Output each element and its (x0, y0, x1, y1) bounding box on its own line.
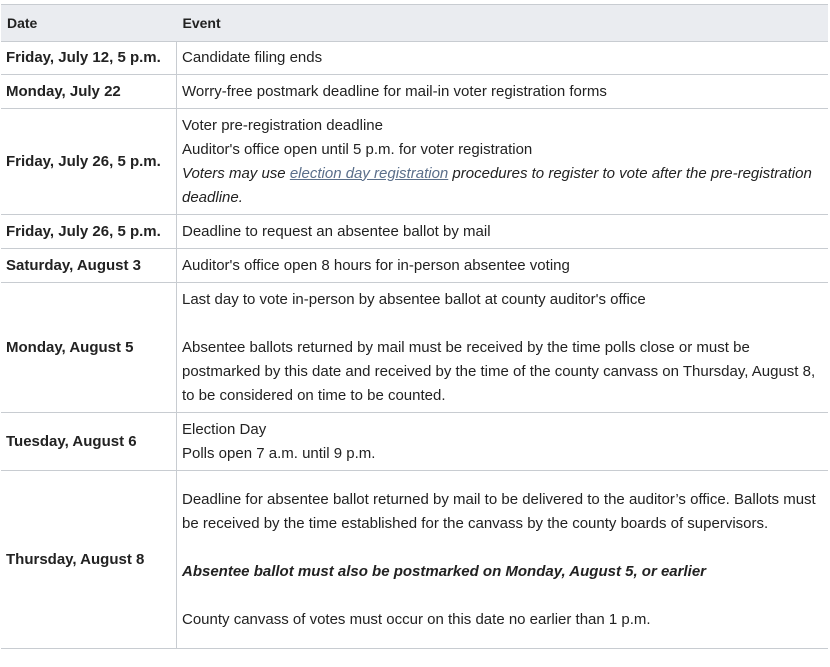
row-date: Friday, July 26, 5 p.m. (1, 109, 177, 215)
table-header-row (1, 5, 828, 42)
row-event (177, 413, 829, 471)
row-event: Auditor's office open 8 hours for in-person absentee voting (177, 249, 829, 283)
event-line: County canvass of votes must occur on this date no earlier than 1 p.m. (182, 610, 651, 628)
row-event (177, 471, 829, 649)
spacer (182, 312, 823, 336)
election-day-registration-link[interactable]: election day registration (289, 164, 449, 182)
row-event (177, 283, 829, 413)
registration-note (182, 165, 812, 206)
spacer (182, 584, 823, 608)
row-date: Monday, July 22 (1, 75, 177, 109)
column-header-event: Event (177, 5, 829, 42)
table-row (1, 75, 828, 109)
row-event: Deadline to request an absentee ballot by mail (177, 215, 829, 249)
row-date: Monday, August 5 (1, 283, 177, 413)
event-line: Election Day (182, 420, 267, 438)
note-text: procedures to register to vote after the pre-registration deadline. (182, 164, 812, 206)
election-dates-table (1, 4, 828, 649)
event-line: Absentee ballots returned by mail must be received by the time polls close or must be postmarked by this date and received by the time of the county canvass on Thursday, August 8, to be considered on time to be counted. (182, 338, 816, 404)
row-date: Thursday, August 8 (1, 471, 177, 649)
row-event: Candidate filing ends (177, 42, 829, 75)
table-row (1, 413, 828, 471)
row-date: Friday, July 26, 5 p.m. (1, 215, 177, 249)
row-event: Worry-free postmark deadline for mail-in voter registration forms (177, 75, 829, 109)
row-event (177, 109, 829, 215)
table-row (1, 471, 828, 649)
table-row (1, 249, 828, 283)
event-line: Deadline for absentee ballot returned by mail to be delivered to the auditor’s office. Ballots must be received by the time established for the canvass by the county boards of supervisors. (182, 490, 816, 532)
postmark-emphasis: Absentee ballot must also be postmarked on Monday, August 5, or earlier (182, 562, 706, 580)
note-text: Voters may use (182, 164, 290, 182)
row-date: Friday, July 12, 5 p.m. (1, 42, 177, 75)
table-row (1, 283, 828, 413)
event-line: Auditor's office open until 5 p.m. for voter registration (182, 140, 533, 158)
event-line: Polls open 7 a.m. until 9 p.m. (182, 444, 376, 462)
row-date: Tuesday, August 6 (1, 413, 177, 471)
row-date: Saturday, August 3 (1, 249, 177, 283)
spacer (182, 536, 823, 560)
table-row (1, 42, 828, 75)
event-line: Voter pre-registration deadline (182, 116, 383, 134)
table-row (1, 215, 828, 249)
column-header-date: Date (1, 5, 177, 42)
event-line: Last day to vote in-person by absentee ballot at county auditor's office (182, 290, 646, 308)
table-row (1, 109, 828, 215)
